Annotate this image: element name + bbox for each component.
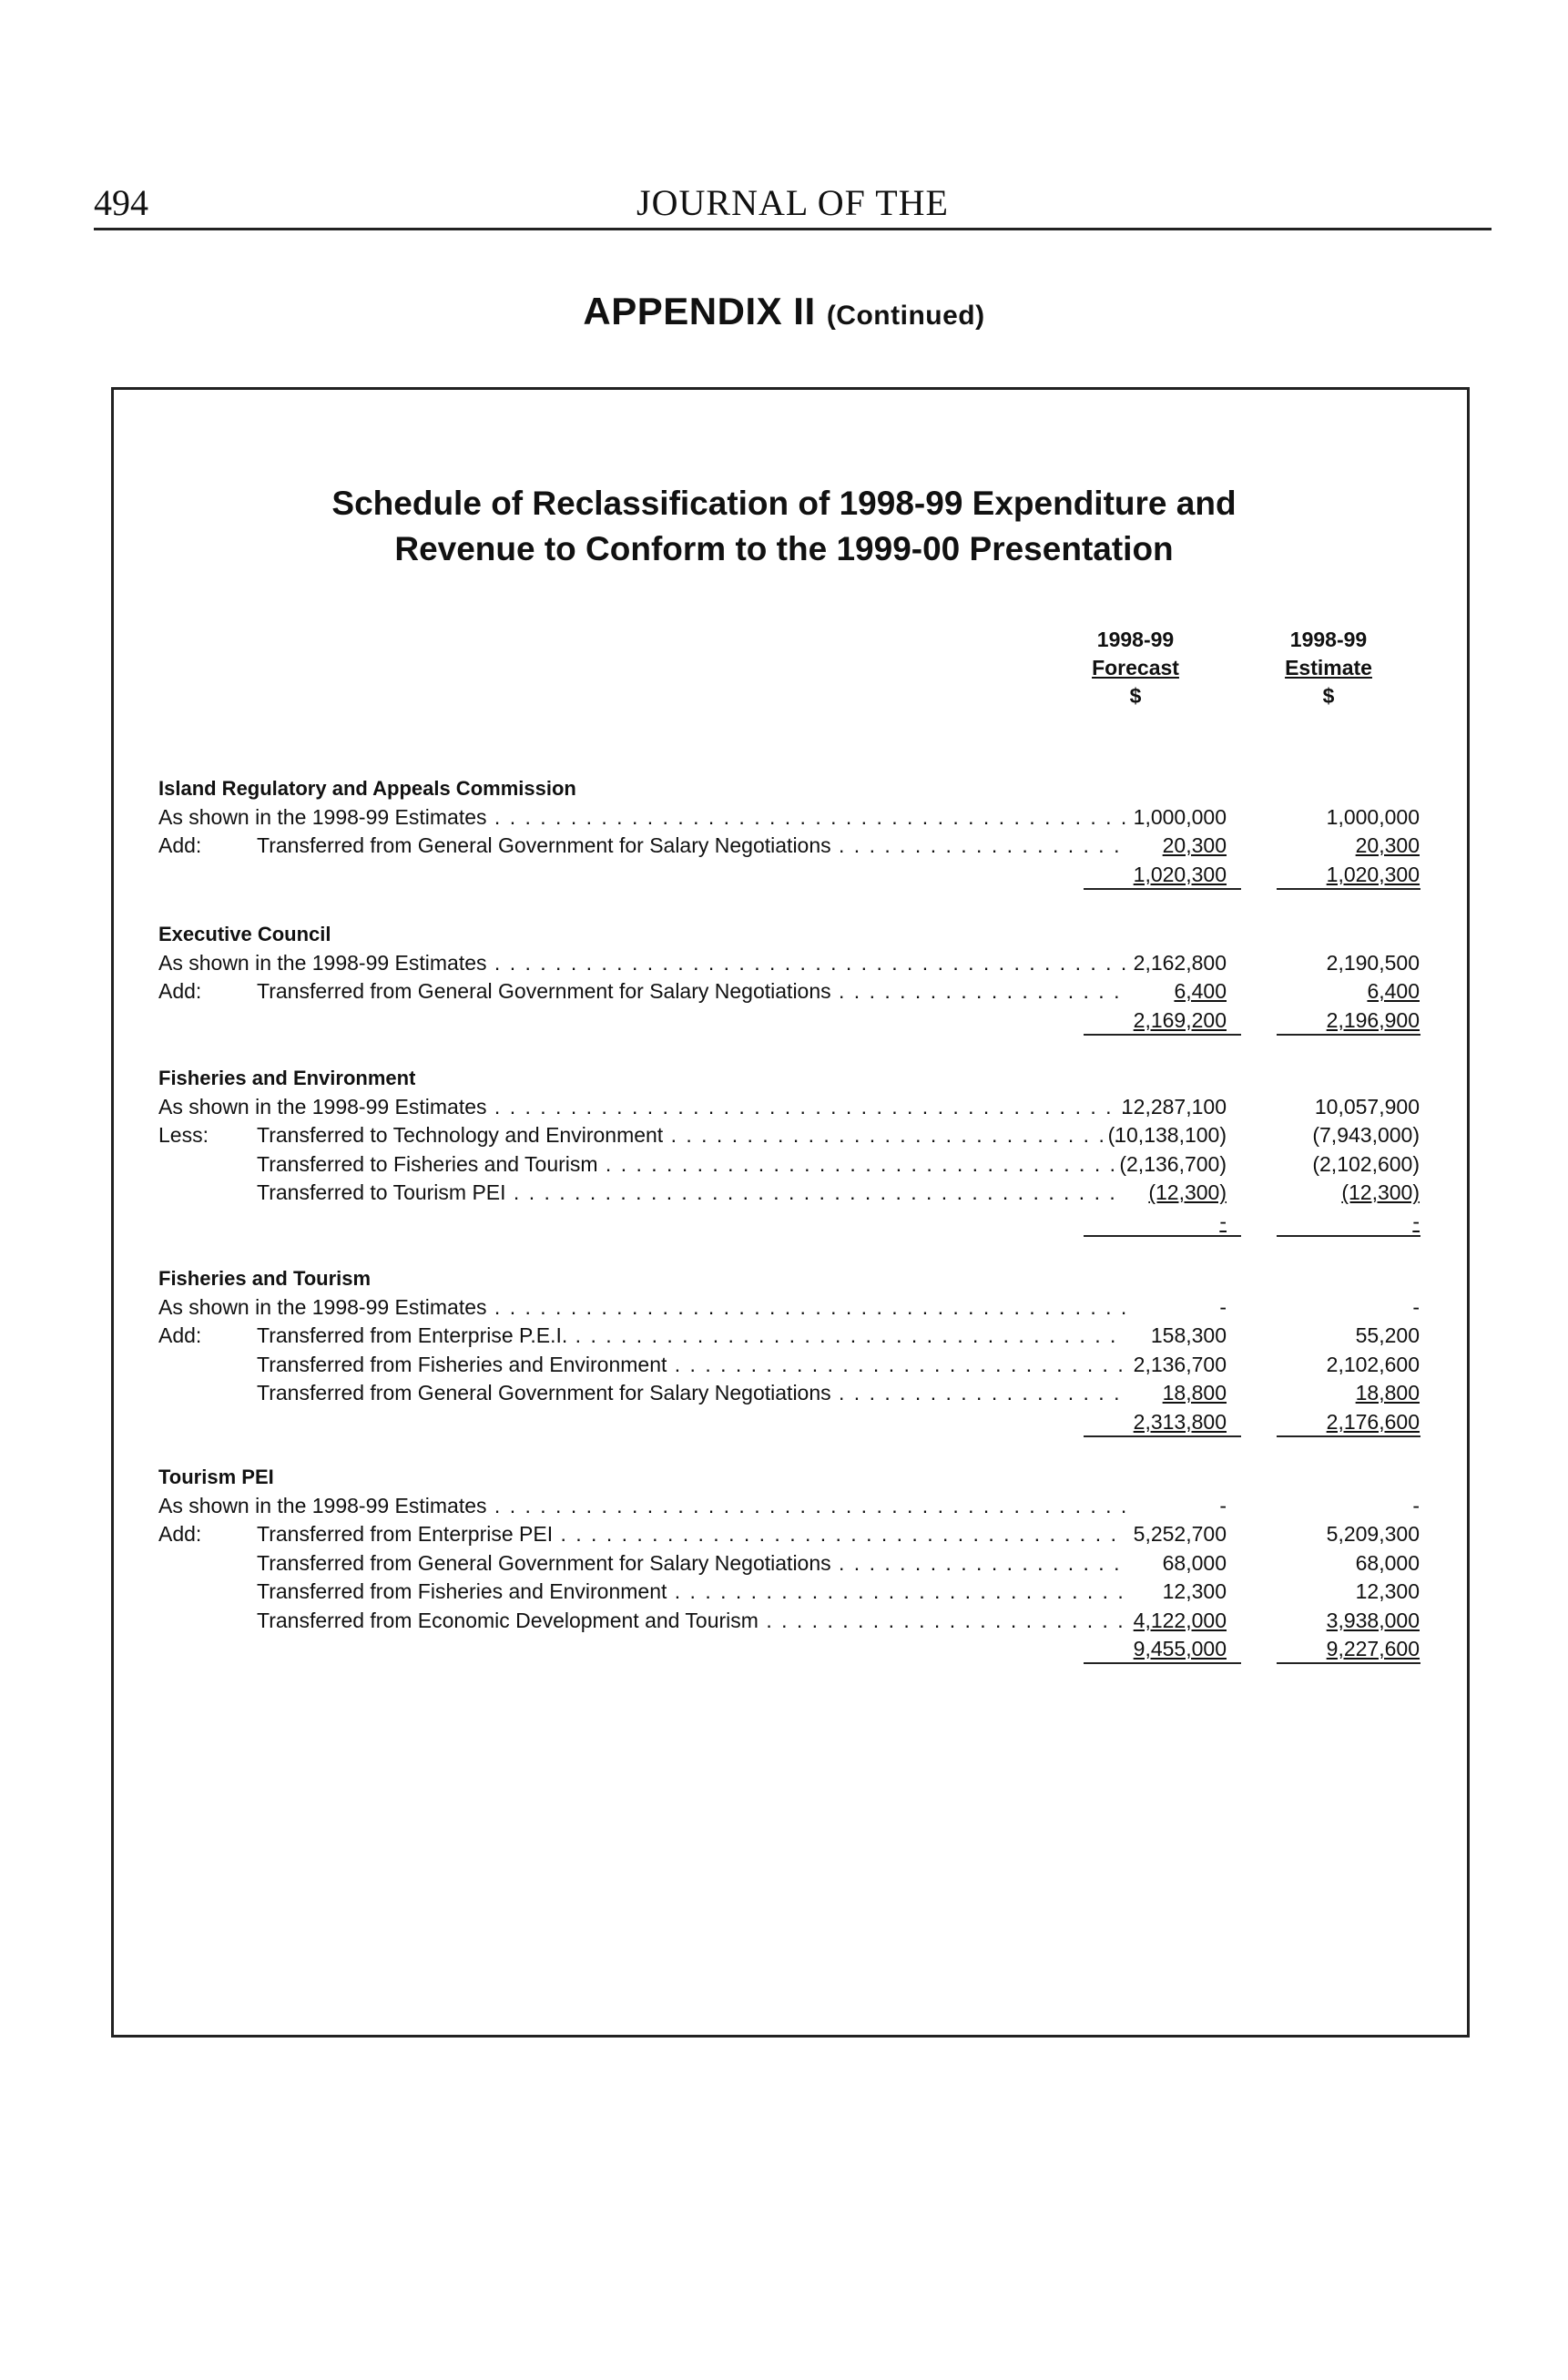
table-row: [158, 832, 1424, 860]
forecast-value: 6,400: [1174, 979, 1227, 1003]
forecast-total-rule: [1084, 1034, 1241, 1036]
column-year: 1998-99: [1289, 628, 1368, 651]
forecast-total: -: [1219, 1209, 1227, 1233]
forecast-value: 5,252,700: [1133, 1522, 1227, 1546]
section-heading-label: Executive Council: [158, 923, 331, 945]
forecast-value: 4,122,000: [1133, 1608, 1227, 1632]
section-heading-label: Island Regulatory and Appeals Commission: [158, 777, 576, 800]
row-label: Transferred from Enterprise PEI . . .: [257, 1520, 1126, 1548]
estimate-value: 6,400: [1367, 979, 1420, 1003]
estimate-value: 2,102,600: [1326, 1352, 1420, 1376]
estimate-total-rule: [1277, 1435, 1420, 1437]
row-label: Transferred from General Government for Salary Negotiations . . .: [257, 832, 1126, 860]
estimate-value: -: [1412, 1294, 1420, 1319]
estimate-value: 10,057,900: [1314, 1094, 1420, 1118]
table-row: [158, 803, 1424, 832]
page-number: 494: [94, 182, 148, 223]
table-row: [158, 1150, 1424, 1179]
forecast-total: 2,169,200: [1133, 1007, 1227, 1032]
estimate-value: 68,000: [1355, 1550, 1420, 1575]
table-row: [158, 1293, 1424, 1322]
estimate-total: 2,176,600: [1326, 1409, 1420, 1434]
table-row: [158, 1179, 1424, 1207]
journal-title: JOURNAL OF THE: [636, 182, 949, 223]
estimate-value: 5,209,300: [1326, 1522, 1420, 1546]
table-row: [158, 1607, 1424, 1635]
forecast-value: -: [1219, 1294, 1227, 1319]
row-label: Transferred to Tourism PEI . . .: [257, 1179, 1126, 1207]
row-prefix: Add:: [158, 833, 202, 857]
estimate-value: -: [1412, 1493, 1420, 1517]
table-row: [158, 1351, 1424, 1379]
forecast-value: 18,800: [1162, 1381, 1227, 1405]
row-label: Transferred from Enterprise P.E.I. . . .: [257, 1322, 1126, 1350]
estimate-value: 3,938,000: [1326, 1608, 1420, 1632]
section-heading: [158, 1264, 1424, 1292]
column-label: Forecast: [1092, 656, 1179, 679]
column-unit: $: [1129, 684, 1142, 708]
section-heading-label: Fisheries and Environment: [158, 1067, 416, 1089]
section-total: [158, 861, 1424, 889]
table-row: [158, 1520, 1424, 1548]
section-total: [158, 1408, 1424, 1436]
row-label: As shown in the 1998-99 Estimates . . .: [158, 1492, 1126, 1520]
row-prefix: Add:: [158, 1522, 202, 1546]
forecast-value: 2,136,700: [1133, 1352, 1227, 1376]
section-total: [158, 1208, 1424, 1236]
estimate-value: 18,800: [1355, 1381, 1420, 1405]
estimate-value: 55,200: [1355, 1323, 1420, 1347]
table-row: [158, 1379, 1424, 1407]
estimate-total: 1,020,300: [1326, 862, 1420, 886]
row-label: Transferred from Fisheries and Environment . . .: [257, 1351, 1126, 1379]
row-label: Transferred to Technology and Environment . . .: [257, 1121, 1126, 1149]
row-label: As shown in the 1998-99 Estimates . . .: [158, 1293, 1126, 1322]
section-heading: [158, 1463, 1424, 1491]
table-row: [158, 1093, 1424, 1121]
forecast-value: (2,136,700): [1119, 1151, 1227, 1176]
estimate-total-rule: [1277, 1034, 1420, 1036]
estimate-value: 2,190,500: [1326, 950, 1420, 975]
table-row: [158, 1322, 1424, 1350]
column-header-forecast: [1044, 626, 1227, 710]
table-row: [158, 1549, 1424, 1578]
appendix-subtitle: (Continued): [826, 301, 985, 331]
estimate-total-rule: [1277, 888, 1420, 890]
forecast-value: 1,000,000: [1133, 804, 1227, 829]
row-label: Transferred from Economic Development and Tourism . . .: [257, 1607, 1126, 1635]
forecast-value: 68,000: [1162, 1550, 1227, 1575]
estimate-total-rule: [1277, 1235, 1420, 1237]
estimate-value: 20,300: [1355, 833, 1420, 857]
estimate-total: 2,196,900: [1326, 1007, 1420, 1032]
section-total: [158, 1635, 1424, 1663]
section-heading: [158, 1064, 1424, 1092]
row-label: Transferred to Fisheries and Tourism . . .: [257, 1150, 1126, 1179]
section-heading: [158, 920, 1424, 948]
section-total: [158, 1006, 1424, 1035]
section-heading: [158, 774, 1424, 802]
estimate-total: 9,227,600: [1326, 1637, 1420, 1660]
column-header-estimate: [1237, 626, 1420, 710]
schedule-title: [0, 481, 1568, 572]
table-row: [158, 977, 1424, 1006]
table-row: [158, 1121, 1424, 1149]
row-prefix: Add:: [158, 979, 202, 1003]
forecast-total: 9,455,000: [1133, 1637, 1227, 1660]
forecast-total: 2,313,800: [1133, 1409, 1227, 1434]
row-label: Transferred from General Government for Salary Negotiations . . .: [257, 977, 1126, 1006]
estimate-value: 12,300: [1355, 1579, 1420, 1603]
forecast-total-rule: [1084, 1235, 1241, 1237]
appendix-title: [0, 290, 1568, 333]
forecast-total: 1,020,300: [1133, 862, 1227, 886]
row-prefix: Add:: [158, 1323, 202, 1347]
schedule-title-line-1: Schedule of Reclassification of 1998-99 Expenditure and: [331, 485, 1237, 522]
row-label: As shown in the 1998-99 Estimates . . .: [158, 1093, 1126, 1121]
row-label: Transferred from General Government for Salary Negotiations . . .: [257, 1549, 1126, 1578]
forecast-value: -: [1219, 1493, 1227, 1517]
forecast-total-rule: [1084, 888, 1241, 890]
table-row: [158, 1492, 1424, 1520]
estimate-value: (2,102,600): [1312, 1151, 1420, 1176]
column-label: Estimate: [1285, 656, 1372, 679]
forecast-value: 2,162,800: [1133, 950, 1227, 975]
row-label: Transferred from General Government for Salary Negotiations . . .: [257, 1379, 1126, 1407]
forecast-value: (10,138,100): [1107, 1123, 1227, 1147]
forecast-total-rule: [1084, 1435, 1241, 1437]
estimate-total: -: [1412, 1209, 1420, 1233]
table-row: [158, 949, 1424, 977]
section-heading-label: Fisheries and Tourism: [158, 1267, 372, 1290]
forecast-value: 12,287,100: [1121, 1094, 1227, 1118]
estimate-total-rule: [1277, 1662, 1420, 1664]
column-year: 1998-99: [1096, 628, 1175, 651]
estimate-value: (7,943,000): [1312, 1123, 1420, 1147]
appendix-heading: APPENDIX II: [583, 290, 816, 332]
section-heading-label: Tourism PEI: [158, 1466, 274, 1488]
row-label: Transferred from Fisheries and Environment . . .: [257, 1578, 1126, 1606]
table-row: [158, 1578, 1424, 1606]
forecast-total-rule: [1084, 1662, 1241, 1664]
estimate-value: 1,000,000: [1326, 804, 1420, 829]
schedule-title-line-2: Revenue to Conform to the 1999-00 Presentation: [394, 530, 1174, 567]
forecast-value: 12,300: [1162, 1579, 1227, 1603]
estimate-value: (12,300): [1341, 1180, 1420, 1204]
row-prefix: Less:: [158, 1123, 209, 1147]
row-label: As shown in the 1998-99 Estimates . . .: [158, 803, 1126, 832]
page-header: [94, 173, 1492, 230]
forecast-value: 20,300: [1162, 833, 1227, 857]
forecast-value: (12,300): [1148, 1180, 1227, 1204]
column-unit: $: [1322, 684, 1335, 708]
forecast-value: 158,300: [1150, 1323, 1227, 1347]
row-label: As shown in the 1998-99 Estimates . . .: [158, 949, 1126, 977]
